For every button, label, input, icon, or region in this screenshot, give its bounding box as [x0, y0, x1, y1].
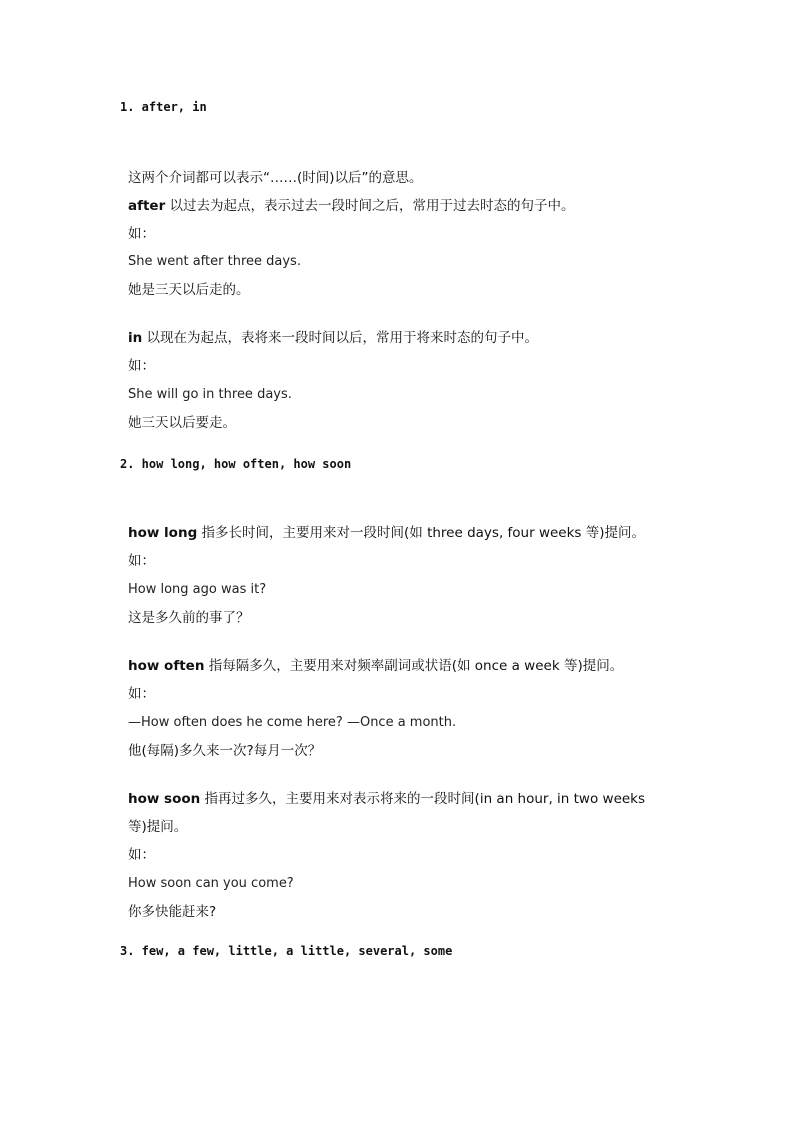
how-soon-description: 指再过多久，主要用来对表示将来的一段时间(in an hour, in two weeks [200, 791, 646, 807]
section-heading-1: 1. after, in [120, 100, 207, 114]
example-chinese: 你多快能赶来? [128, 904, 217, 920]
example-chinese: 他(每隔)多久来一次?每月一次？ [128, 743, 322, 759]
example-marker: 如： [128, 553, 155, 569]
intro-paragraph: 这两个介词都可以表示“……(时间)以后”的意思。 [128, 170, 423, 186]
example-marker: 如： [128, 686, 155, 702]
after-definition [128, 197, 575, 215]
example-english: She will go in three days. [128, 387, 292, 402]
how-soon-description-continued: 等)提问。 [128, 819, 188, 835]
example-chinese: 她是三天以后走的。 [128, 282, 250, 298]
in-description: 以现在为起点，表将来一段时间以后，常用于将来时态的句子中。 [142, 330, 539, 346]
after-description: 以过去为起点，表示过去一段时间之后，常用于过去时态的句子中。 [165, 198, 575, 214]
term-after: after [128, 198, 166, 214]
example-marker: 如： [128, 226, 155, 242]
example-marker: 如： [128, 358, 155, 374]
example-marker: 如： [128, 847, 155, 863]
example-english: How long ago was it? [128, 582, 267, 597]
term-in: in [128, 330, 143, 346]
term-how-long: how long [128, 525, 198, 541]
example-english: She went after three days. [128, 254, 301, 269]
how-often-description: 指每隔多久，主要用来对频率副词或状语(如 once a week 等)提问。 [204, 658, 624, 674]
how-often-definition [128, 657, 623, 675]
example-chinese: 她三天以后要走。 [128, 415, 236, 431]
section-heading-2: 2. how long, how often, how soon [120, 457, 352, 471]
how-long-description: 指多长时间，主要用来对一段时间(如 three days, four weeks 等)提问。 [197, 525, 646, 541]
example-english: How soon can you come? [128, 876, 294, 891]
term-how-often: how often [128, 658, 205, 674]
example-chinese: 这是多久前的事了？ [128, 610, 250, 626]
section-heading-3: 3. few, a few, little, a little, several, some [120, 944, 453, 958]
example-english: —How often does he come here? —Once a month. [128, 715, 457, 730]
term-how-soon: how soon [128, 791, 201, 807]
in-definition [128, 329, 538, 347]
how-soon-definition [128, 790, 645, 808]
how-long-definition [128, 524, 645, 542]
